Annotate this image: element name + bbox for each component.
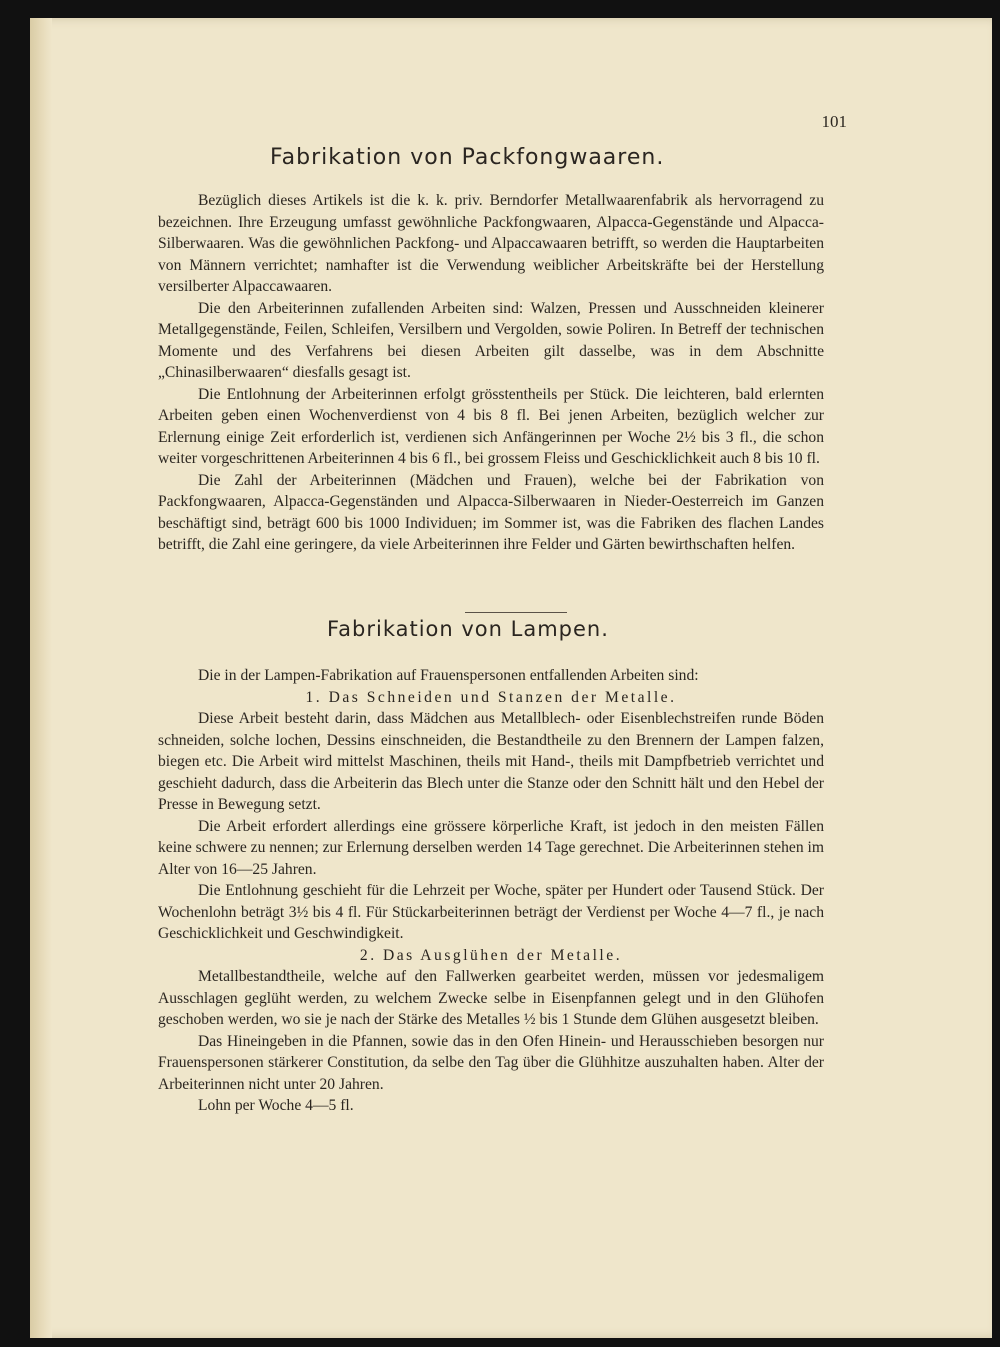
paragraph: Bezüglich dieses Artikels ist die k. k. priv. Berndorfer Metallwaarenfabrik als hervorragend zu bezeichnen. Ihre Erzeugung umfasst gewöhnliche Packfongwaaren, Alpacca-Gegenstände und Alpacca-Silberwaaren. Was die gewöhnlichen Packfong- und Alpaccawaaren betrifft, so werden die Hauptarbeiten von Männern verrichtet; namhafter ist die Verwendung weiblicher Arbeitskräfte bei der Herstellung versilberter Alpaccawaaren. [158, 192, 824, 295]
paragraph: Die Entlohnung geschieht für die Lehrzeit per Woche, später per Hundert oder Tausend Stück. Der Wochenlohn beträgt 3½ bis 4 fl. Für Stückarbeiterinnen beträgt der Verdienst per Woche 4—7 fl., je nach Geschicklichkeit und Geschwindigkeit. [158, 882, 824, 942]
paragraph-intro: Die in der Lampen-Fabrikation auf Frauenspersonen entfallenden Arbeiten sind: [198, 667, 699, 684]
section-body-lampen [158, 665, 824, 1117]
subheading-ausgluehen: 2. Das Ausglühen der Metalle. [359, 946, 623, 964]
subheading-schneiden: 1. Das Schneiden und Stanzen der Metalle. [305, 688, 677, 706]
paragraph: Die Arbeit erfordert allerdings eine grössere körperliche Kraft, ist jedoch in den meisten Fällen keine schwere zu nennen; zur Erlernung derselben werden 14 Tage gerechnet. Die Arbeiterinnen stehen im Alter von 16—25 Jahren. [158, 817, 824, 878]
section-body-packfong [158, 190, 824, 556]
paragraph: Das Hineingeben in die Pfannen, sowie das in den Ofen Hinein- und Herausschieben besorgen nur Frauenspersonen stärkerer Constitution, da selbe den Tag über die Glühhitze auszuhalten haben. Alter der Arbeiterinnen nicht unter 20 Jahren. [158, 1032, 824, 1093]
page-binding [30, 18, 52, 1338]
paragraph: Die Entlohnung der Arbeiterinnen erfolgt grösstentheils per Stück. Die leichteren, bald erlernten Arbeiten geben einen Wochenverdienst von 4 bis 8 fl. Bei jenen Arbeiten, bezüglich welcher zur Erlernung einige Zeit erforderlich ist, verdienen sich Anfängerinnen per Woche 2½ bis 3 fl., die schon weiter vorgeschrittenen Arbeiterinnen 4 bis 6 fl., bei grossem Fleiss und Geschicklichkeit auch 8 bis 10 fl. [158, 385, 824, 467]
paragraph: Die den Arbeiterinnen zufallenden Arbeiten sind: Walzen, Pressen und Ausschneiden kleinerer Metallgegenstände, Feilen, Schleifen, Versilbern und Vergolden, sowie Poliren. In Betreff der technischen Momente und des Verfahrens bei diesen Arbeiten gilt dasselbe, was in dem Abschnitte „Chinasilberwaaren“ diesfalls gesagt ist. [158, 299, 824, 381]
paragraph: Diese Arbeit besteht darin, dass Mädchen aus Metallblech- oder Eisenblechstreifen runde Böden schneiden, solche lochen, Dessins einschneiden, die Bestandtheile zu den Brennern der Lampen falzen, biegen etc. Die Arbeit wird mittelst Maschinen, theils mit Hand-, theils mit Dampfbetrieb verrichtet und geschieht dadurch, dass die Arbeiterin das Blech unter die Stanze oder den Schnitt hält und den Hebel der Presse in Bewegung setzt. [158, 710, 824, 813]
paragraph: Metallbestandtheile, welche auf den Fallwerken gearbeitet werden, müssen vor jedesmaligem Ausschlagen geglüht werden, zu welchem Zwecke selbe in Eisenpfannen gelegt und in den Glühofen geschoben werden, wo sie je nach der Stärke des Metalles ½ bis 1 Stunde dem Glühen ausgesetzt bleiben. [158, 968, 824, 1028]
section-title-packfong: Fabrikation von Packfongwaaren. [270, 145, 665, 170]
section-title-lampen: Fabrikation von Lampen. [327, 617, 609, 641]
paragraph: Die Zahl der Arbeiterinnen (Mädchen und Frauen), welche bei der Fabrikation von Packfongwaaren, Alpacca-Gegenständen und Alpacca-Silberwaaren in Nieder-Oesterreich im Ganzen beschäftigt sind, beträgt 600 bis 1000 Individuen; im Sommer ist, was die Fabriken des flachen Landes betrifft, die Zahl eine geringere, da viele Arbeiterinnen ihre Felder und Gärten bewirthschaften helfen. [158, 471, 824, 553]
page-number: 101 [821, 112, 847, 131]
paragraph: Lohn per Woche 4—5 fl. [198, 1097, 354, 1114]
section-divider [465, 612, 567, 613]
